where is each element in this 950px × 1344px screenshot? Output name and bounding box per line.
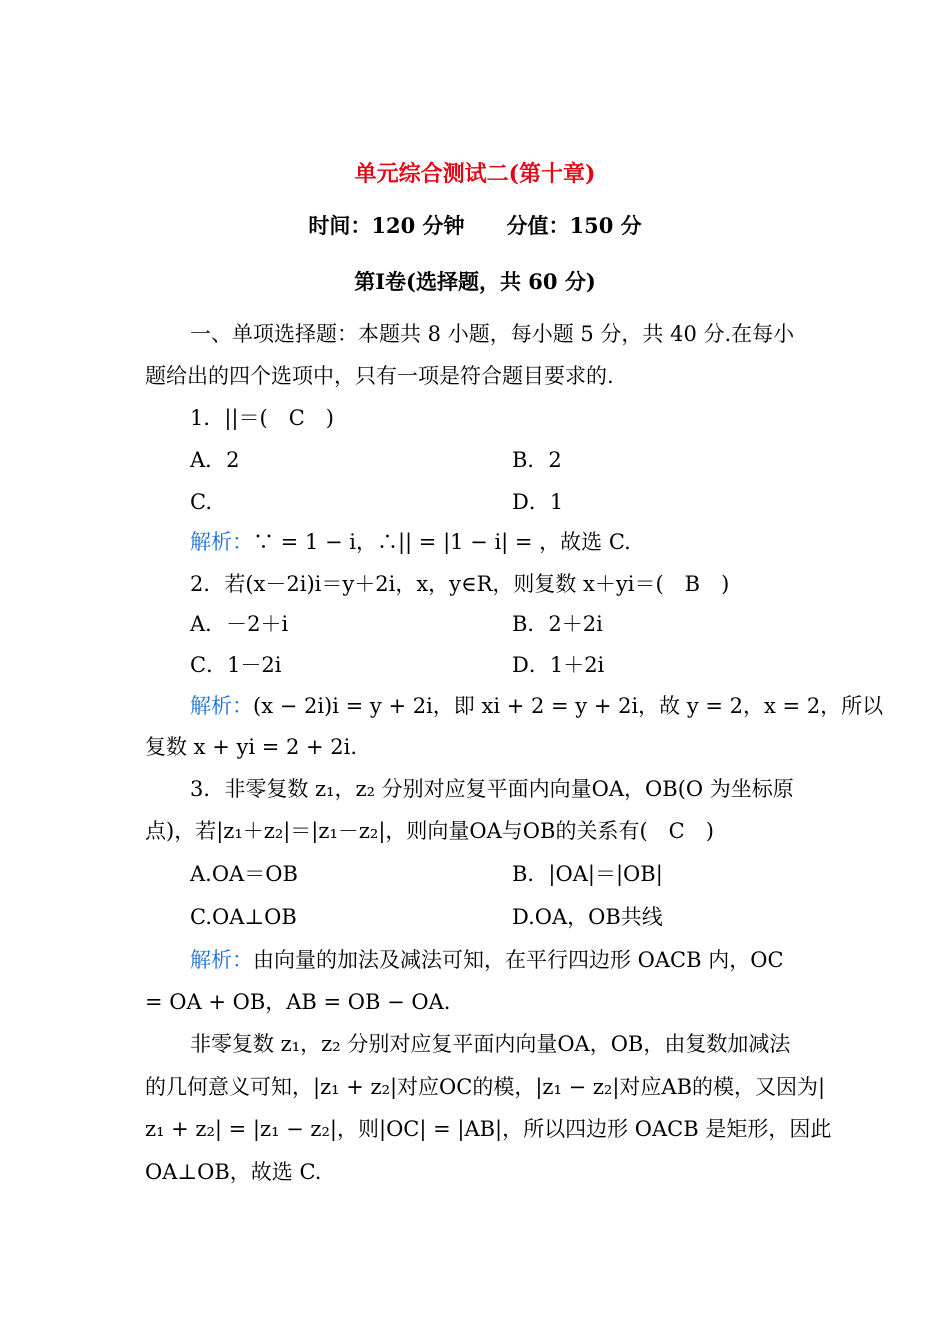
solution-label: 解析：: [190, 948, 253, 972]
q3-solution-text-6: OA⊥OB，故选 C.: [145, 1160, 322, 1184]
intro-line-2: 题给出的四个选项中，只有一项是符合题目要求的.: [145, 364, 614, 388]
q1-option-a: A．2: [190, 448, 240, 472]
solution-label: 解析：: [190, 530, 253, 554]
q3-option-d: D.OA，OB共线: [512, 905, 663, 929]
intro-line-1: 一、单项选择题：本题共 8 小题，每小题 5 分，共 40 分.在每小: [190, 322, 795, 346]
q3-solution-text-1: 由向量的加法及减法可知，在平行四边形 OACB 内，OC: [253, 948, 784, 972]
q1-solution-text: ∵ = 1 − i，∴|| = |1 − i| = ，故选 C.: [253, 530, 631, 554]
q3-stem-2: 点)，若|z₁＋z₂|＝|z₁－z₂|，则向量OA与OB的关系有( C ): [145, 819, 714, 843]
q1-stem: 1．||＝( C ): [190, 406, 334, 430]
section-heading: 第Ⅰ卷(选择题，共 60 分): [354, 269, 596, 294]
exam-meta: 时间：120 分钟 分值：150 分: [308, 213, 642, 238]
solution-label: 解析：: [190, 694, 253, 718]
q1-solution: [190, 528, 631, 556]
q1-option-b: B．2: [512, 448, 562, 472]
q3-option-b: B．|OA|＝|OB|: [512, 862, 663, 886]
q2-solution-text-2: 复数 x + yi = 2 + 2i.: [145, 735, 358, 759]
q3-solution: [190, 946, 784, 974]
q2-solution: [190, 692, 883, 720]
q3-stem-1: 3．非零复数 z₁，z₂ 分别对应复平面内向量OA，OB(O 为坐标原: [190, 777, 794, 801]
q3-solution-text-5: z₁ + z₂| = |z₁ − z₂|，则|OC| = |AB|，所以四边形 OACB 是矩形，因此: [145, 1117, 832, 1141]
q3-option-a: A.OA＝OB: [190, 862, 298, 886]
q2-option-b: B．2＋2i: [512, 612, 603, 636]
q3-solution-text-4: 的几何意义可知，|z₁ + z₂|对应OC的模，|z₁ − z₂|对应AB的模，又因为|: [145, 1075, 826, 1099]
q2-option-c: C．1－2i: [190, 653, 282, 677]
q1-option-c: C.: [190, 490, 212, 514]
q3-solution-text-3: 非零复数 z₁，z₂ 分别对应复平面内向量OA，OB，由复数加减法: [190, 1032, 791, 1056]
q2-option-d: D．1＋2i: [512, 653, 605, 677]
q3-option-c: C.OA⊥OB: [190, 905, 297, 929]
q3-solution-text-2: = OA + OB，AB = OB − OA.: [145, 990, 451, 1014]
q2-solution-text-1: (x − 2i)i = y + 2i，即 xi + 2 = y + 2i，故 y = 2，x = 2，所以: [253, 694, 884, 718]
q2-stem: 2．若(x－2i)i＝y＋2i，x，y∈R，则复数 x＋yi＝( B ): [190, 572, 730, 596]
q1-option-d: D．1: [512, 490, 564, 514]
page-title: 单元综合测试二(第十章): [354, 161, 596, 187]
q2-option-a: A．－2＋i: [190, 612, 289, 636]
